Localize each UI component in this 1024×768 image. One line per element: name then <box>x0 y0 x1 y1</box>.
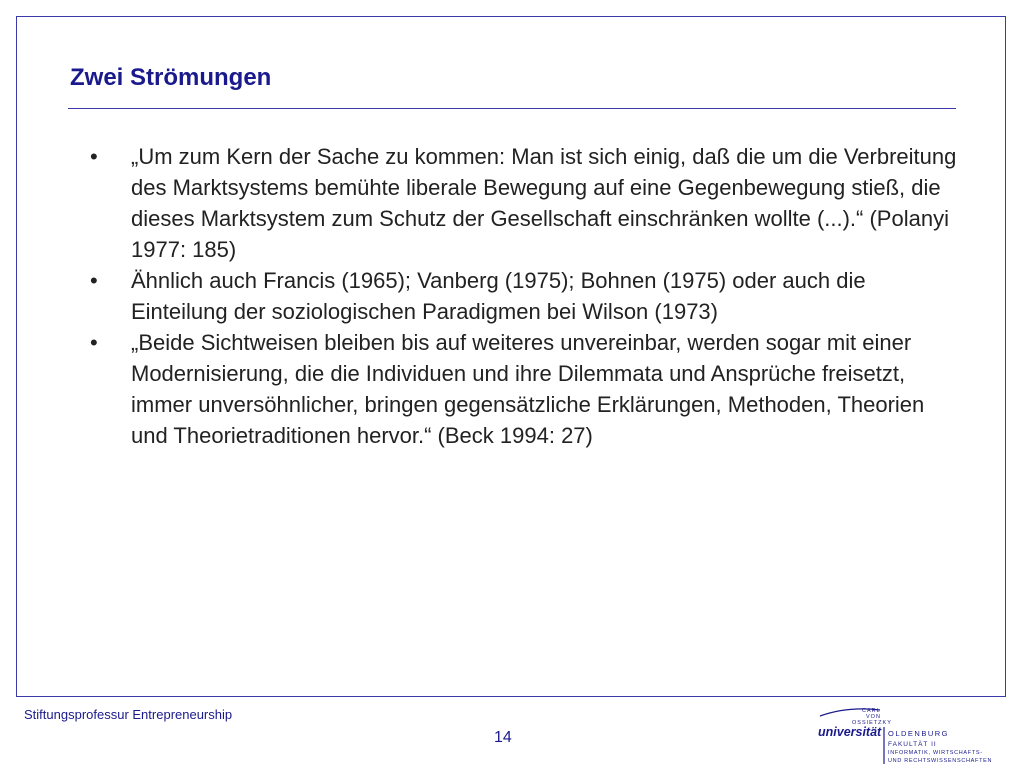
page-number: 14 <box>494 729 512 746</box>
bullet-item <box>86 141 966 265</box>
bullet-marker: • <box>90 330 98 355</box>
svg-text:UND RECHTSWISSENSCHAFTEN: UND RECHTSWISSENSCHAFTEN <box>888 758 993 764</box>
svg-text:FAKULTÄT II: FAKULTÄT II <box>888 741 937 748</box>
svg-text:INFORMATIK, WIRTSCHAFTS-: INFORMATIK, WIRTSCHAFTS- <box>888 750 983 756</box>
slide-title: Zwei Strömungen <box>70 64 272 91</box>
bullet-list <box>86 141 966 451</box>
svg-text:universität: universität <box>818 725 882 739</box>
bullet-marker: • <box>90 268 98 293</box>
bullet-marker: • <box>90 144 98 169</box>
bullet-item <box>86 327 966 451</box>
university-logo <box>818 702 1018 764</box>
bullet-text: „Um zum Kern der Sache zu kommen: Man ist sich einig, daß die um die Verbreitung des Marktsystems bemühte liberale Bewegung auf eine Gegenbewegung stieß, die dieses Marktsystem zum Schutz der Gesellschaft einschränken wollte (...).“ (Polanyi 1977: 185) <box>131 144 957 262</box>
svg-text:CARL: CARL <box>862 708 881 714</box>
svg-text:OSSIETZKY: OSSIETZKY <box>852 720 892 726</box>
bullet-item <box>86 265 966 327</box>
svg-text:VON: VON <box>866 714 881 720</box>
bullet-text: „Beide Sichtweisen bleiben bis auf weiteres unvereinbar, werden sogar mit einer Modernisierung, die die Individuen und ihre Dilemmata und Ansprüche freisetzt, immer unversöhnlicher, bringen gegensätzliche Erklärungen, Methoden, Theorien und Theorietraditionen hervor.“ (Beck 1994: 27) <box>131 330 925 448</box>
svg-text:OLDENBURG: OLDENBURG <box>888 729 950 738</box>
bullet-text: Ähnlich auch Francis (1965); Vanberg (1975); Bohnen (1975) oder auch die Einteilung der soziologischen Paradigmen bei Wilson (1973) <box>131 268 866 324</box>
title-divider <box>68 108 956 109</box>
footer-text: Stiftungsprofessur Entrepreneurship <box>24 707 233 722</box>
